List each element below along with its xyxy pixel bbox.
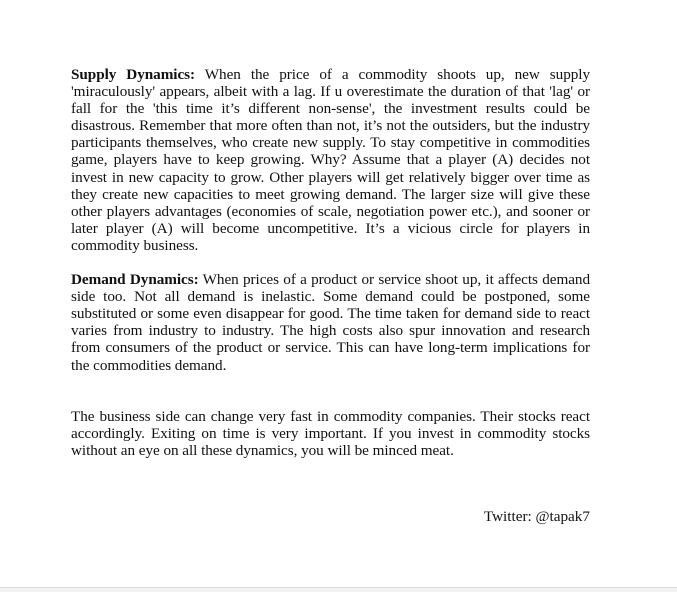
supply-dynamics-heading: Supply Dynamics: bbox=[71, 66, 196, 83]
demand-dynamics-paragraph bbox=[71, 271, 590, 374]
supply-dynamics-paragraph bbox=[71, 66, 590, 254]
closing-paragraph bbox=[71, 408, 590, 459]
page-bottom-edge bbox=[0, 587, 677, 592]
supply-dynamics-text: When the price of a commodity shoots up, new supply 'miraculously' appears, albeit with a lag. If u overestimate the duration of that 'lag' or fall for the 'this time it’s different non-sense', the investment results could be disastrous. Remember that more often than not, it’s not the outsiders, but the industry participants themselves, who create new supply. To stay competitive in commodities game, players have to keep growing. Why? Assume that a player (A) decides not invest in new capacity to grow. Other players will get relatively bigger over time as they create new capacities to meet growing demand. The larger size will give these other players advantages (economies of scale, negotiation power etc.), and sooner or later player (A) will become uncompetitive. It’s a vicious circle for players in commodity business. bbox=[71, 66, 590, 254]
demand-dynamics-text: When prices of a product or service shoot up, it affects demand side too. Not all demand is inelastic. Some demand could be postponed, some substituted or some even disappear for good. The time taken for demand side to react varies from industry to industry. The high costs also spur innovation and research from consumers of the product or service. This can have long-term implications for the commodities demand. bbox=[71, 271, 590, 374]
twitter-signature: Twitter: @tapak7 bbox=[483, 508, 590, 525]
document-body bbox=[71, 66, 590, 459]
closing-text: The business side can change very fast in commodity companies. Their stocks react accordingly. Exiting on time is very important. If you invest in commodity stocks without an eye on all these dynamics, you will be minced meat. bbox=[71, 407, 590, 459]
demand-dynamics-heading: Demand Dynamics: bbox=[71, 271, 199, 289]
